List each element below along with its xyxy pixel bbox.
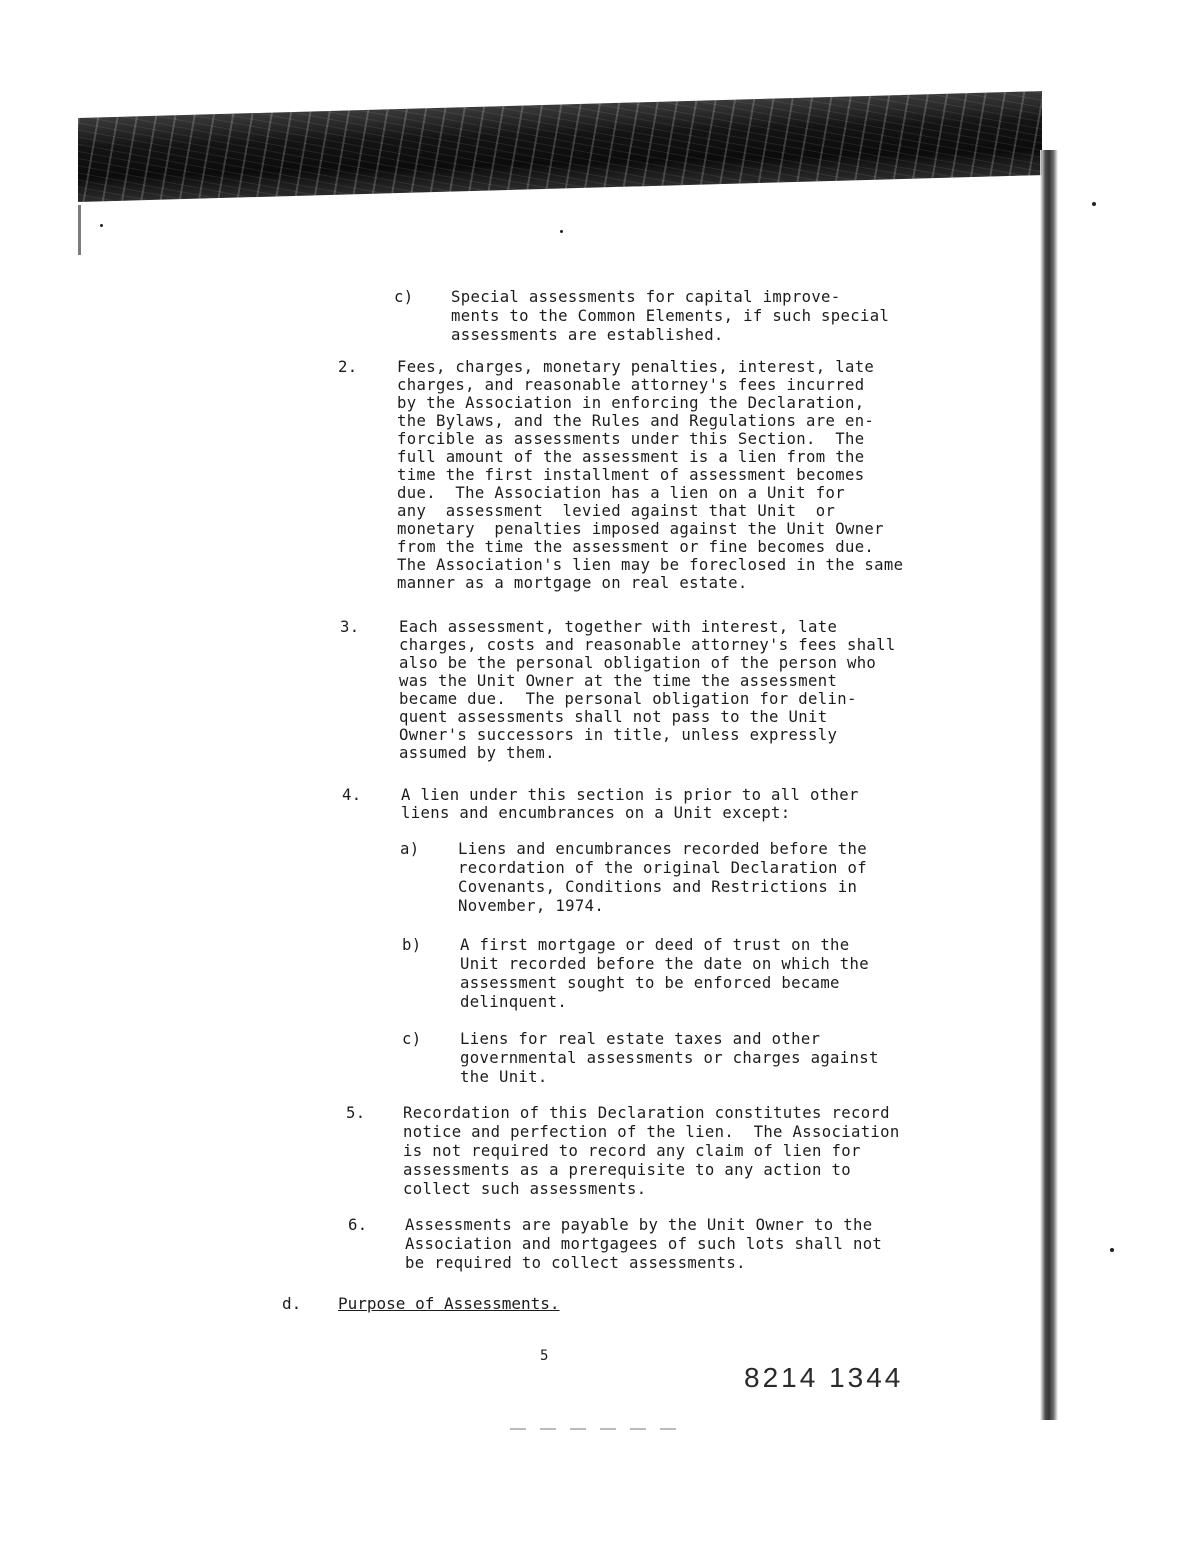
item-line: governmental assessments or charges against <box>460 1049 879 1067</box>
section-letter: d. <box>282 1294 302 1313</box>
item-line: Liens and encumbrances recorded before the <box>458 840 868 858</box>
item-line: charges, and reasonable attorney's fees incurred <box>397 376 865 394</box>
item-line: assessments as a prerequisite to any action to <box>403 1161 851 1179</box>
item-line: delinquent. <box>460 993 568 1011</box>
item-line: time the first installment of assessment becomes <box>397 466 865 484</box>
section-title: Purpose of Assessments. <box>338 1294 560 1313</box>
item-line: assessments are established. <box>451 326 724 344</box>
item-line: also be the personal obligation of the person who <box>399 654 877 672</box>
sub-list-item <box>402 936 1002 1016</box>
item-line: Assessments are payable by the Unit Owner to the <box>405 1216 873 1234</box>
scan-speck <box>100 224 103 227</box>
item-line: be required to collect assessments. <box>405 1254 746 1272</box>
item-marker: 3. <box>340 618 360 636</box>
item-line: ments to the Common Elements, if such special <box>451 307 890 325</box>
item-line: Special assessments for capital improve- <box>451 288 841 306</box>
item-line: from the time the assessment or fine becomes due. <box>397 538 875 556</box>
scan-speck <box>1110 1248 1114 1252</box>
item-line: monetary penalties imposed against the Unit Owner <box>397 520 884 538</box>
item-line: assumed by them. <box>399 744 555 762</box>
item-line: Liens for real estate taxes and other <box>460 1030 821 1048</box>
scan-speck <box>1092 202 1096 206</box>
list-item <box>338 358 1028 608</box>
item-marker: 2. <box>338 358 358 376</box>
item-line: the Bylaws, and the Rules and Regulations are en- <box>397 412 875 430</box>
item-line: manner as a mortgage on real estate. <box>397 574 748 592</box>
item-marker: c) <box>394 288 414 306</box>
list-item <box>346 1104 1036 1204</box>
page-edge-shadow <box>1040 150 1058 1420</box>
item-line: The Association's lien may be foreclosed in the same <box>397 556 904 574</box>
item-line: Each assessment, together with interest, late <box>399 618 838 636</box>
item-line: collect such assessments. <box>403 1180 647 1198</box>
item-line: liens and encumbrances on a Unit except: <box>401 804 791 822</box>
scan-dash-artifact <box>510 1428 690 1430</box>
item-line: Association and mortgagees of such lots shall not <box>405 1235 883 1253</box>
item-marker: b) <box>402 936 422 954</box>
item-line: full amount of the assessment is a lien from the <box>397 448 865 466</box>
scan-artifact-bar <box>78 91 1042 202</box>
item-line: A first mortgage or deed of trust on the <box>460 936 850 954</box>
item-marker: 6. <box>348 1216 368 1234</box>
item-line: A lien under this section is prior to all other <box>401 786 859 804</box>
item-marker: 4. <box>342 786 362 804</box>
item-line: assessment sought to be enforced became <box>460 974 840 992</box>
item-line: any assessment levied against that Unit or <box>397 502 836 520</box>
item-line: by the Association in enforcing the Declaration, <box>397 394 865 412</box>
item-line: Unit recorded before the date on which the <box>460 955 870 973</box>
recording-number: 8214 1344 <box>744 1362 904 1393</box>
list-item <box>340 618 1010 778</box>
item-line: is not required to record any claim of lien for <box>403 1142 861 1160</box>
list-item <box>348 1216 1028 1276</box>
page-edge-left-mark <box>78 205 81 255</box>
item-line: recordation of the original Declaration of <box>458 859 868 877</box>
item-line: due. The Association has a lien on a Unit for <box>397 484 845 502</box>
item-line: charges, costs and reasonable attorney's fees shall <box>399 636 896 654</box>
page-number: 5 <box>540 1348 549 1364</box>
item-marker: 5. <box>346 1104 366 1122</box>
scan-speck <box>560 230 563 233</box>
item-line: Recordation of this Declaration constitutes record <box>403 1104 890 1122</box>
item-marker: c) <box>402 1030 422 1048</box>
item-line: notice and perfection of the lien. The Association <box>403 1123 900 1141</box>
item-line: November, 1974. <box>458 897 605 915</box>
item-line: Owner's successors in title, unless expressly <box>399 726 838 744</box>
list-item <box>394 288 1014 348</box>
sub-list-item <box>400 840 1000 920</box>
item-line: quent assessments shall not pass to the Unit <box>399 708 828 726</box>
item-line: Fees, charges, monetary penalties, interest, late <box>397 358 875 376</box>
item-marker: a) <box>400 840 420 858</box>
item-line: forcible as assessments under this Section. The <box>397 430 865 448</box>
list-item <box>342 786 1002 828</box>
sub-list-item <box>402 1030 1002 1090</box>
item-line: was the Unit Owner at the time the assessment <box>399 672 838 690</box>
item-line: the Unit. <box>460 1068 548 1086</box>
item-line: became due. The personal obligation for delin- <box>399 690 857 708</box>
item-line: Covenants, Conditions and Restrictions in <box>458 878 858 896</box>
